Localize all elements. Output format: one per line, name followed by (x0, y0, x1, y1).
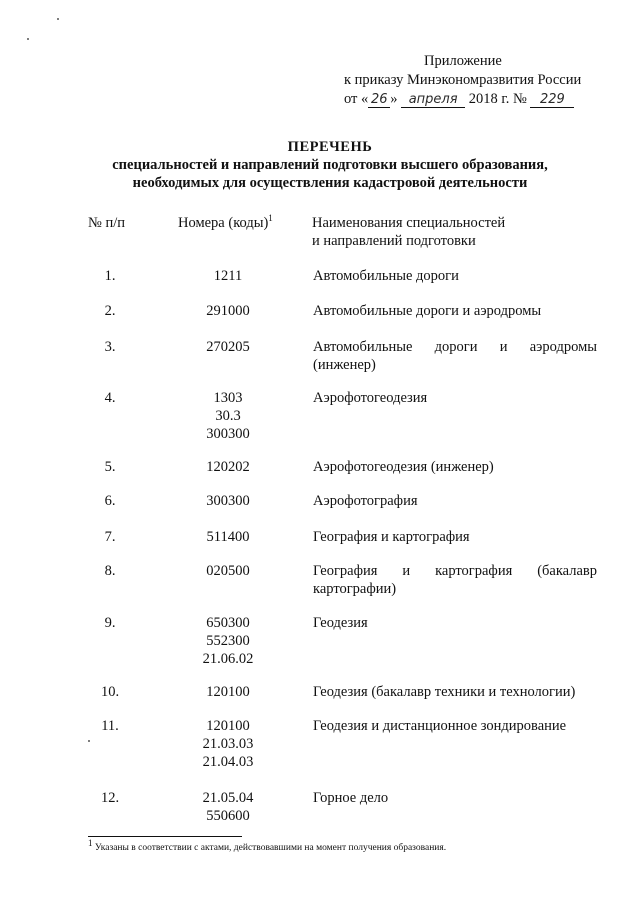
row-code: 550600 (206, 808, 250, 824)
footnote-ref: 1 (268, 213, 273, 224)
row-number: 12. (100, 790, 120, 806)
row-specialty-name: Геодезия и дистанционное зондирование (313, 718, 567, 734)
row-specialty-name: Аэрофотогеодезия (инженер) (313, 459, 494, 475)
row-number: 11. (101, 718, 119, 734)
row-code: 020500 (206, 563, 250, 579)
row-number: 4. (104, 390, 116, 406)
row-codes (178, 562, 278, 580)
row-number: 3. (104, 339, 116, 355)
row-specialty-name: География и картография (бакалавр картографии) (313, 563, 597, 597)
title-sub-2: необходимых для осуществления кадастровой деятельности (132, 175, 528, 191)
row-codes (178, 614, 278, 668)
header-name (312, 214, 598, 250)
row-number: 5. (104, 459, 116, 475)
row-codes (178, 789, 278, 825)
row-number: 8. (104, 563, 116, 579)
title-main: ПЕРЕЧЕНЬ (287, 139, 373, 155)
scan-speck (27, 38, 29, 40)
row-number: 6. (104, 493, 116, 509)
row-codes (178, 458, 278, 476)
row-code: 21.05.04 (202, 790, 254, 806)
footnote-text: Указаны в соответствии с актами, действовавшими на момент получения образования. (94, 843, 447, 853)
row-code: 1303 (213, 390, 243, 406)
footnote-mark: 1 (88, 837, 93, 848)
row-code: 552300 (206, 633, 250, 649)
row-code: 21.04.03 (202, 754, 254, 770)
handwritten-order-number: 229 (530, 93, 574, 108)
date-prefix: от « (344, 91, 369, 107)
row-codes (178, 717, 278, 771)
row-codes (178, 492, 278, 510)
date-year: 2018 г. № (468, 91, 527, 107)
row-specialty-name: Горное дело (313, 790, 389, 806)
row-number: 7. (104, 529, 116, 545)
row-codes (178, 389, 278, 443)
row-specialty-name: Автомобильные дороги и аэродромы (инженер) (313, 339, 597, 373)
row-specialty-name: География и картография (313, 529, 470, 545)
row-codes (178, 267, 278, 285)
row-number: 9. (104, 615, 116, 631)
header-num: № п/п (88, 215, 126, 231)
row-code: 270205 (206, 339, 250, 355)
row-code: 120100 (206, 684, 250, 700)
row-code: 650300 (206, 615, 250, 631)
row-code: 30.3 (215, 408, 241, 424)
row-code: 21.06.02 (202, 651, 254, 667)
header-codes (178, 214, 288, 232)
date-quote-close: » (390, 91, 398, 107)
scan-speck (88, 740, 90, 742)
row-specialty-name: Автомобильные дороги (313, 268, 459, 284)
row-code: 300300 (206, 493, 250, 509)
row-code: 511400 (206, 529, 250, 545)
title-sub-1: специальностей и направлений подготовки высшего образования, (112, 157, 548, 173)
row-number: 1. (104, 268, 116, 284)
row-number: 10. (100, 684, 120, 700)
row-specialty-name: Геодезия (бакалавр техники и технологии) (313, 684, 576, 700)
order-reference: к приказу Минэкономразвития России (344, 72, 582, 88)
row-number: 2. (104, 303, 116, 319)
row-codes (178, 683, 278, 701)
appendix-label: Приложение (424, 53, 502, 69)
appendix-note (340, 52, 600, 109)
handwritten-month: апреля (401, 93, 465, 108)
row-specialty-name: Геодезия (313, 615, 368, 631)
row-codes (178, 528, 278, 546)
row-specialty-name: Аэрофотогеодезия (313, 390, 428, 406)
handwritten-day: 26 (368, 93, 390, 108)
document-title (60, 138, 600, 192)
row-code: 21.03.03 (202, 736, 254, 752)
scan-speck (57, 18, 59, 20)
row-code: 1211 (213, 268, 243, 284)
row-code: 291000 (206, 303, 250, 319)
row-specialty-name: Аэрофотография (313, 493, 418, 509)
row-codes (178, 302, 278, 320)
order-date-line (340, 90, 600, 109)
row-codes (178, 338, 278, 356)
footnote-divider (88, 836, 242, 837)
row-specialty-name: Автомобильные дороги и аэродромы (313, 303, 542, 319)
footnote (88, 837, 608, 854)
header-name-line-2: и направлений подготовки (312, 233, 476, 249)
header-name-line-1: Наименования специальностей (312, 215, 506, 231)
row-code: 300300 (206, 426, 250, 442)
row-code: 120100 (206, 718, 250, 734)
header-codes-label: Номера (коды) (178, 215, 269, 231)
row-code: 120202 (206, 459, 250, 475)
